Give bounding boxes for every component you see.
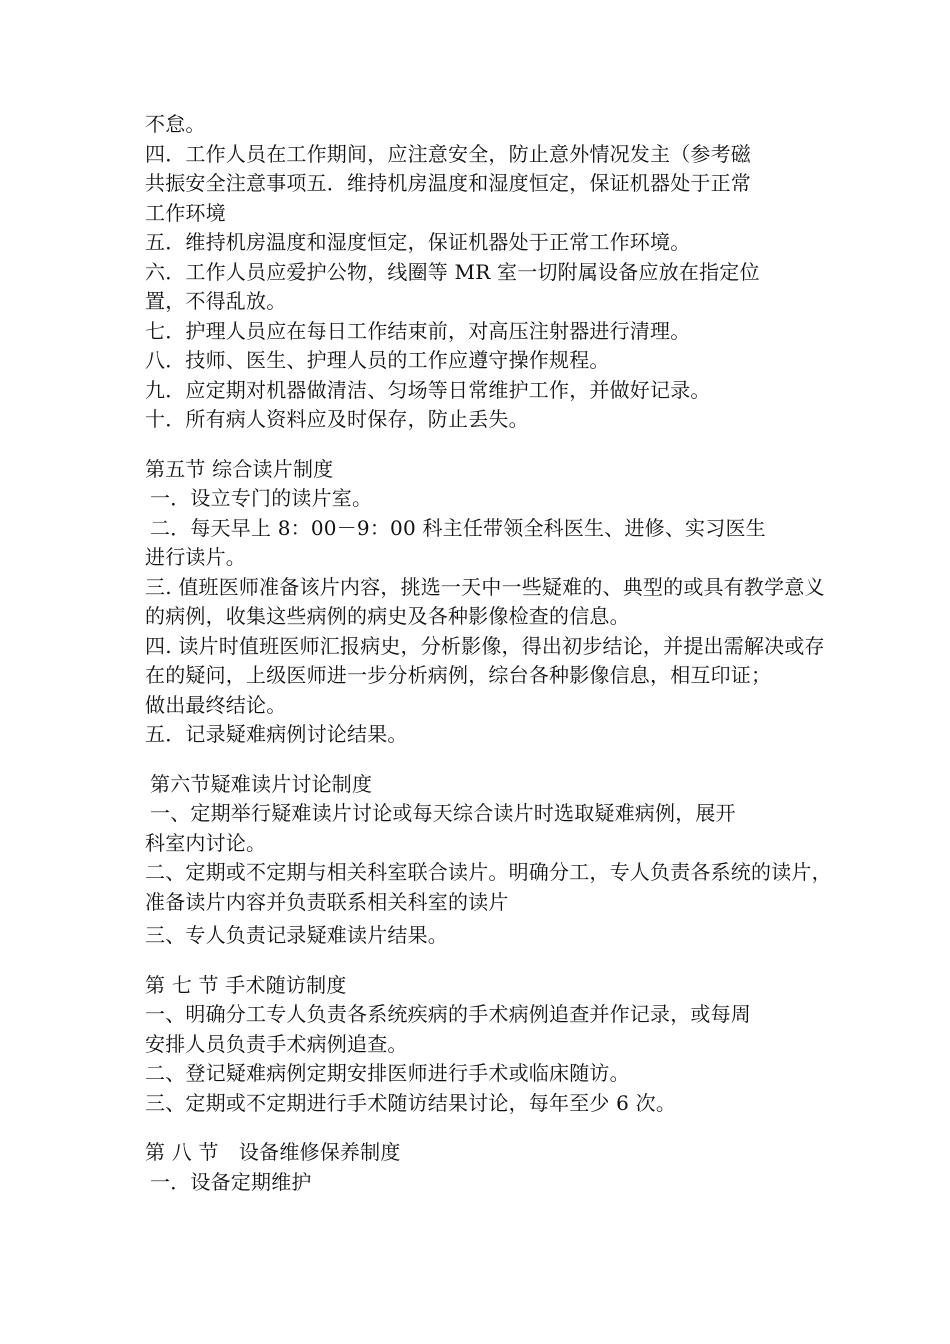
paragraph-line: 进行读片。 — [145, 545, 246, 569]
paragraph-line: 十．所有病人资料应及时保存，防止丢失。 — [145, 407, 529, 431]
paragraph-line: 二、定期或不定期与相关科室联合读片。明确分工，专人负责各系统的读片， — [145, 860, 832, 884]
section7 — [145, 971, 820, 1119]
paragraph-line: 三. 值班医师准备该片内容，挑选一天中一些疑难的、典型的或具有教学意义 — [145, 574, 825, 599]
paragraph-line: 一．设备定期维护 — [150, 1169, 312, 1194]
paragraph-line: 四．工作人员在工作期间，应注意安全，防止意外情况发主（参考磁 — [145, 141, 751, 166]
paragraph-line: 一、明确分工专人负责各系统疾病的手术病例追查并作记录，或每周 — [145, 1002, 751, 1026]
paragraph-line: 准备读片内容并负责联系相关科室的读片 — [145, 889, 509, 914]
paragraph-line: 三、定期或不定期进行手术随访结果讨论，每年至少 6 次。 — [145, 1090, 677, 1115]
section8 — [145, 1138, 820, 1197]
paragraph-line: 四. 读片时值班医师汇报病史，分析影像，得出初步结论，并提出需解决或存 — [145, 633, 825, 658]
section-gap — [145, 750, 820, 770]
paragraph-line: 八．技师、医生、护理人员的工作应遵守操作规程。 — [145, 348, 610, 372]
section-gap — [145, 951, 820, 971]
paragraph-line: 七．护理人员应在每日工作结束前，对高压注射器进行清理。 — [145, 318, 691, 343]
paragraph-line: 一．设立专门的读片室。 — [150, 486, 373, 510]
paragraph-line: 六．工作人员应爱护公物，线圈等 MR 室一切附属设备应放在指定位 — [145, 259, 760, 284]
paragraph-line: 的病例，收集这些病例的病史及各种影像检查的信息。 — [145, 604, 630, 628]
section-gap — [145, 435, 820, 455]
paragraph-line: 安排人员负责手术病例追查。 — [145, 1031, 408, 1056]
section-heading: 第六节疑难读片讨论制度 — [150, 771, 373, 796]
section-heading: 第 七 节 手术随访制度 — [145, 972, 347, 997]
paragraph-line: 科室内讨论。 — [145, 830, 267, 855]
paragraph-line: 一、定期举行疑难读片讨论或每天综合读片时选取疑难病例，展开 — [150, 801, 736, 825]
paragraph-line: 三、专人负责记录疑难读片结果。 — [145, 923, 448, 947]
section6 — [145, 770, 832, 951]
section-heading: 第五节 综合读片制度 — [145, 456, 334, 481]
paragraph-line: 置，不得乱放。 — [145, 289, 287, 313]
paragraph-line: 五．维持机房温度和湿度恒定，保证机器处于正常工作环境。 — [145, 230, 691, 254]
paragraph-line: 在的疑问，上级医师进一步分析病例，综台各种影像信息，相互印证； — [145, 663, 772, 687]
paragraph-line: 九．应定期对机器做清洁、匀场等日常维护工作，并做好记录。 — [145, 377, 711, 402]
paragraph-line: 做出最终结论。 — [145, 692, 287, 717]
section-heading: 第 八 节 设备维修保养制度 — [145, 1140, 401, 1164]
paragraph-line: 工作环境 — [145, 200, 226, 225]
paragraph-line: 不怠。 — [145, 112, 206, 136]
section5 — [145, 455, 825, 750]
paragraph-line: 二．每天早上 8：00－9：00 科主任带领全科医生、进修、实习医生 — [150, 515, 766, 540]
paragraph-line: 五．记录疑难病例讨论结果。 — [145, 722, 408, 746]
paragraph-line: 共振安全注意事项五．维持机房温度和湿度恒定，保证机器处于正常 — [145, 171, 751, 195]
section-gap — [145, 1118, 820, 1138]
section4-tail — [145, 110, 820, 435]
paragraph-line: 二、登记疑难病例定期安排医师进行手术或临床随访。 — [145, 1061, 630, 1085]
